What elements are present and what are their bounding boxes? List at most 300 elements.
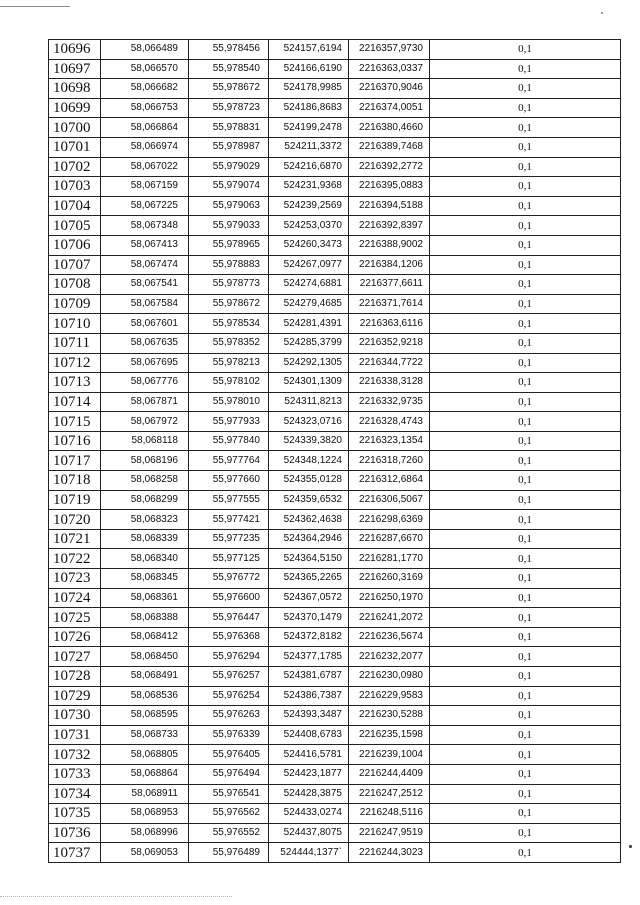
x-coordinate-cell: 524428,3875 [269,784,349,804]
table-row [49,98,621,118]
latitude-cell: 58,068388 [101,608,189,628]
x-coordinate-cell: 524166,6190 [269,59,349,79]
x-coordinate-cell: 524364,5150 [269,549,349,569]
latitude-cell: 58,068299 [101,490,189,510]
longitude-cell: 55,978723 [189,98,269,118]
point-number-cell: 10721 [49,529,101,549]
point-number-cell: 10707 [49,255,101,275]
value-cell: 0,1 [430,764,621,784]
point-number-cell: 10711 [49,333,101,353]
longitude-cell: 55,976294 [189,647,269,667]
value-cell: 0,1 [430,627,621,647]
y-coordinate-cell: 2216235,1598 [349,725,430,745]
longitude-cell: 55,976541 [189,784,269,804]
y-coordinate-cell: 2216298,6369 [349,510,430,530]
x-coordinate-cell: 524239,2569 [269,196,349,216]
latitude-cell: 58,069053 [101,843,189,863]
x-coordinate-cell: 524281,4391 [269,314,349,334]
x-coordinate-cell: 524274,6881 [269,275,349,295]
latitude-cell: 58,067972 [101,412,189,432]
y-coordinate-cell: 2216248,5116 [349,804,430,824]
latitude-cell: 58,067159 [101,177,189,197]
y-coordinate-cell: 2216247,2512 [349,784,430,804]
y-coordinate-cell: 2216236,5674 [349,627,430,647]
latitude-cell: 58,067474 [101,255,189,275]
latitude-cell: 58,067584 [101,294,189,314]
longitude-cell: 55,976339 [189,725,269,745]
coordinates-table [48,39,621,863]
table-row [49,137,621,157]
scan-speck [601,12,603,14]
y-coordinate-cell: 2216371,7614 [349,294,430,314]
table-row [49,627,621,647]
latitude-cell: 58,066570 [101,59,189,79]
x-coordinate-cell: 524157,6194 [269,40,349,60]
coordinates-table-body [49,40,621,863]
table-row [49,471,621,491]
value-cell: 0,1 [430,177,621,197]
table-row [49,255,621,275]
value-cell: 0,1 [430,118,621,138]
y-coordinate-cell: 2216388,9002 [349,235,430,255]
point-number-cell: 10701 [49,137,101,157]
longitude-cell: 55,977421 [189,510,269,530]
table-row [49,275,621,295]
latitude-cell: 58,067776 [101,373,189,393]
table-row [49,451,621,471]
y-coordinate-cell: 2216230,5288 [349,706,430,726]
value-cell: 0,1 [430,549,621,569]
x-coordinate-cell: 524323,0716 [269,412,349,432]
x-coordinate-cell: 524231,9368 [269,177,349,197]
table-row [49,549,621,569]
longitude-cell: 55,976368 [189,627,269,647]
table-row [49,216,621,236]
x-coordinate-cell: 524365,2265 [269,569,349,589]
point-number-cell: 10728 [49,667,101,687]
x-coordinate-cell: 524267,0977 [269,255,349,275]
point-number-cell: 10700 [49,118,101,138]
value-cell: 0,1 [430,804,621,824]
point-number-cell: 10712 [49,353,101,373]
table-row [49,294,621,314]
value-cell: 0,1 [430,588,621,608]
latitude-cell: 58,066864 [101,118,189,138]
point-number-cell: 10717 [49,451,101,471]
point-number-cell: 10703 [49,177,101,197]
x-coordinate-cell: 524199,2478 [269,118,349,138]
longitude-cell: 55,978883 [189,255,269,275]
header-rule [0,6,70,7]
latitude-cell: 58,067635 [101,333,189,353]
x-coordinate-cell: 524359,6532 [269,490,349,510]
latitude-cell: 58,067348 [101,216,189,236]
point-number-cell: 10715 [49,412,101,432]
table-row [49,177,621,197]
latitude-cell: 58,066489 [101,40,189,60]
point-number-cell: 10714 [49,392,101,412]
value-cell: 0,1 [430,216,621,236]
table-row [49,843,621,863]
point-number-cell: 10697 [49,59,101,79]
longitude-cell: 55,976600 [189,588,269,608]
value-cell: 0,1 [430,40,621,60]
x-coordinate-cell: 524178,9985 [269,79,349,99]
latitude-cell: 58,068733 [101,725,189,745]
point-number-cell: 10708 [49,275,101,295]
table-row [49,588,621,608]
table-row [49,118,621,138]
value-cell: 0,1 [430,529,621,549]
latitude-cell: 58,068450 [101,647,189,667]
table-row [49,725,621,745]
y-coordinate-cell: 2216312,6864 [349,471,430,491]
y-coordinate-cell: 2216260,3169 [349,569,430,589]
y-coordinate-cell: 2216392,8397 [349,216,430,236]
value-cell: 0,1 [430,471,621,491]
longitude-cell: 55,977660 [189,471,269,491]
table-row [49,353,621,373]
latitude-cell: 58,068536 [101,686,189,706]
y-coordinate-cell: 2216384,1206 [349,255,430,275]
x-coordinate-cell: 524433,0274 [269,804,349,824]
x-coordinate-cell: 524437,8075 [269,823,349,843]
value-cell: 0,1 [430,569,621,589]
longitude-cell: 55,978965 [189,235,269,255]
y-coordinate-cell: 2216306,5067 [349,490,430,510]
y-coordinate-cell: 2216370,9046 [349,79,430,99]
value-cell: 0,1 [430,784,621,804]
y-coordinate-cell: 2216338,3128 [349,373,430,393]
point-number-cell: 10736 [49,823,101,843]
x-coordinate-cell: 524279,4685 [269,294,349,314]
value-cell: 0,1 [430,412,621,432]
table-row [49,764,621,784]
value-cell: 0,1 [430,725,621,745]
longitude-cell: 55,976405 [189,745,269,765]
longitude-cell: 55,978352 [189,333,269,353]
point-number-cell: 10726 [49,627,101,647]
longitude-cell: 55,976254 [189,686,269,706]
longitude-cell: 55,976263 [189,706,269,726]
table-row [49,373,621,393]
table-row [49,686,621,706]
y-coordinate-cell: 2216328,4743 [349,412,430,432]
longitude-cell: 55,979074 [189,177,269,197]
longitude-cell: 55,979033 [189,216,269,236]
latitude-cell: 58,068805 [101,745,189,765]
y-coordinate-cell: 2216323,1354 [349,431,430,451]
y-coordinate-cell: 2216344,7722 [349,353,430,373]
table-row [49,529,621,549]
point-number-cell: 10705 [49,216,101,236]
latitude-cell: 58,067871 [101,392,189,412]
x-coordinate-cell: 524377,1785 [269,647,349,667]
longitude-cell: 55,978987 [189,137,269,157]
table-row [49,823,621,843]
table-row [49,40,621,60]
point-number-cell: 10725 [49,608,101,628]
point-number-cell: 10731 [49,725,101,745]
value-cell: 0,1 [430,608,621,628]
table-row [49,784,621,804]
x-coordinate-cell: 524253,0370 [269,216,349,236]
longitude-cell: 55,977933 [189,412,269,432]
value-cell: 0,1 [430,353,621,373]
y-coordinate-cell: 2216244,3023 [349,843,430,863]
longitude-cell: 55,976489 [189,843,269,863]
longitude-cell: 55,976562 [189,804,269,824]
y-coordinate-cell: 2216392,2772 [349,157,430,177]
latitude-cell: 58,067413 [101,235,189,255]
x-coordinate-cell: 524372,8182 [269,627,349,647]
y-coordinate-cell: 2216377,6611 [349,275,430,295]
longitude-cell: 55,976552 [189,823,269,843]
latitude-cell: 58,068911 [101,784,189,804]
table-row [49,157,621,177]
latitude-cell: 58,066753 [101,98,189,118]
y-coordinate-cell: 2216395,0883 [349,177,430,197]
longitude-cell: 55,978534 [189,314,269,334]
latitude-cell: 58,067022 [101,157,189,177]
point-number-cell: 10702 [49,157,101,177]
latitude-cell: 58,067601 [101,314,189,334]
latitude-cell: 58,067225 [101,196,189,216]
table-row [49,490,621,510]
longitude-cell: 55,977764 [189,451,269,471]
point-number-cell: 10713 [49,373,101,393]
point-number-cell: 10709 [49,294,101,314]
table-row [49,431,621,451]
latitude-cell: 58,068345 [101,569,189,589]
point-number-cell: 10716 [49,431,101,451]
table-row [49,333,621,353]
latitude-cell: 58,066974 [101,137,189,157]
value-cell: 0,1 [430,275,621,295]
table-row [49,667,621,687]
point-number-cell: 10722 [49,549,101,569]
longitude-cell: 55,978773 [189,275,269,295]
table-row [49,196,621,216]
x-coordinate-cell: 524444,1377` [269,843,349,863]
longitude-cell: 55,978213 [189,353,269,373]
x-coordinate-cell: 524311,8213 [269,392,349,412]
latitude-cell: 58,067541 [101,275,189,295]
point-number-cell: 10720 [49,510,101,530]
x-coordinate-cell: 524216,6870 [269,157,349,177]
x-coordinate-cell: 524211,3372 [269,137,349,157]
value-cell: 0,1 [430,667,621,687]
value-cell: 0,1 [430,235,621,255]
x-coordinate-cell: 524386,7387 [269,686,349,706]
y-coordinate-cell: 2216332,9735 [349,392,430,412]
point-number-cell: 10719 [49,490,101,510]
point-number-cell: 10704 [49,196,101,216]
latitude-cell: 58,068118 [101,431,189,451]
point-number-cell: 10733 [49,764,101,784]
point-number-cell: 10710 [49,314,101,334]
x-coordinate-cell: 524285,3799 [269,333,349,353]
table-row [49,745,621,765]
y-coordinate-cell: 2216287,6670 [349,529,430,549]
point-number-cell: 10706 [49,235,101,255]
x-coordinate-cell: 524301,1309 [269,373,349,393]
y-coordinate-cell: 2216230,0980 [349,667,430,687]
x-coordinate-cell: 524416,5781 [269,745,349,765]
latitude-cell: 58,068196 [101,451,189,471]
value-cell: 0,1 [430,373,621,393]
table-row [49,392,621,412]
y-coordinate-cell: 2216374,0051 [349,98,430,118]
y-coordinate-cell: 2216250,1970 [349,588,430,608]
value-cell: 0,1 [430,431,621,451]
value-cell: 0,1 [430,314,621,334]
x-coordinate-cell: 524186,8683 [269,98,349,118]
value-cell: 0,1 [430,59,621,79]
value-cell: 0,1 [430,137,621,157]
table-row [49,412,621,432]
footer-rule [0,896,232,897]
latitude-cell: 58,068323 [101,510,189,530]
point-number-cell: 10724 [49,588,101,608]
value-cell: 0,1 [430,823,621,843]
point-number-cell: 10699 [49,98,101,118]
point-number-cell: 10723 [49,569,101,589]
longitude-cell: 55,977840 [189,431,269,451]
latitude-cell: 58,068953 [101,804,189,824]
y-coordinate-cell: 2216318,7260 [349,451,430,471]
point-number-cell: 10696 [49,40,101,60]
table-row [49,706,621,726]
value-cell: 0,1 [430,706,621,726]
longitude-cell: 55,978672 [189,294,269,314]
x-coordinate-cell: 524339,3820 [269,431,349,451]
y-coordinate-cell: 2216241,2072 [349,608,430,628]
x-coordinate-cell: 524348,1224 [269,451,349,471]
longitude-cell: 55,976257 [189,667,269,687]
point-number-cell: 10727 [49,647,101,667]
y-coordinate-cell: 2216232,2077 [349,647,430,667]
table-row [49,804,621,824]
x-coordinate-cell: 524292,1305 [269,353,349,373]
y-coordinate-cell: 2216244,4409 [349,764,430,784]
table-row [49,59,621,79]
table-row [49,569,621,589]
value-cell: 0,1 [430,333,621,353]
latitude-cell: 58,068339 [101,529,189,549]
x-coordinate-cell: 524408,6783 [269,725,349,745]
table-row [49,235,621,255]
y-coordinate-cell: 2216357,9730 [349,40,430,60]
latitude-cell: 58,067695 [101,353,189,373]
x-coordinate-cell: 524364,2946 [269,529,349,549]
table-row [49,79,621,99]
longitude-cell: 55,977555 [189,490,269,510]
value-cell: 0,1 [430,294,621,314]
value-cell: 0,1 [430,510,621,530]
point-number-cell: 10698 [49,79,101,99]
table-row [49,608,621,628]
point-number-cell: 10718 [49,471,101,491]
x-coordinate-cell: 524381,6787 [269,667,349,687]
x-coordinate-cell: 524367,0572 [269,588,349,608]
longitude-cell: 55,978102 [189,373,269,393]
point-number-cell: 10730 [49,706,101,726]
y-coordinate-cell: 2216389,7468 [349,137,430,157]
value-cell: 0,1 [430,490,621,510]
longitude-cell: 55,977235 [189,529,269,549]
point-number-cell: 10729 [49,686,101,706]
latitude-cell: 58,068412 [101,627,189,647]
value-cell: 0,1 [430,745,621,765]
y-coordinate-cell: 2216352,9218 [349,333,430,353]
longitude-cell: 55,978831 [189,118,269,138]
longitude-cell: 55,979063 [189,196,269,216]
y-coordinate-cell: 2216394,5188 [349,196,430,216]
y-coordinate-cell: 2216281,1770 [349,549,430,569]
x-coordinate-cell: 524260,3473 [269,235,349,255]
longitude-cell: 55,978672 [189,79,269,99]
point-number-cell: 10735 [49,804,101,824]
y-coordinate-cell: 2216380,4660 [349,118,430,138]
longitude-cell: 55,977125 [189,549,269,569]
latitude-cell: 58,068491 [101,667,189,687]
y-coordinate-cell: 2216239,1004 [349,745,430,765]
table-row [49,314,621,334]
point-number-cell: 10732 [49,745,101,765]
latitude-cell: 58,068864 [101,764,189,784]
value-cell: 0,1 [430,686,621,706]
value-cell: 0,1 [430,79,621,99]
longitude-cell: 55,979029 [189,157,269,177]
latitude-cell: 58,068595 [101,706,189,726]
value-cell: 0,1 [430,647,621,667]
longitude-cell: 55,978456 [189,40,269,60]
x-coordinate-cell: 524393,3487 [269,706,349,726]
x-coordinate-cell: 524355,0128 [269,471,349,491]
longitude-cell: 55,978010 [189,392,269,412]
latitude-cell: 58,068258 [101,471,189,491]
y-coordinate-cell: 2216363,6116 [349,314,430,334]
x-coordinate-cell: 524362,4638 [269,510,349,530]
value-cell: 0,1 [430,451,621,471]
latitude-cell: 58,066682 [101,79,189,99]
x-coordinate-cell: 524423,1877 [269,764,349,784]
point-number-cell: 10734 [49,784,101,804]
value-cell: 0,1 [430,98,621,118]
value-cell: 0,1 [430,843,621,863]
value-cell: 0,1 [430,157,621,177]
margin-mark [629,845,632,848]
y-coordinate-cell: 2216247,9519 [349,823,430,843]
point-number-cell: 10737 [49,843,101,863]
latitude-cell: 58,068996 [101,823,189,843]
table-row [49,510,621,530]
value-cell: 0,1 [430,196,621,216]
longitude-cell: 55,976772 [189,569,269,589]
y-coordinate-cell: 2216363,0337 [349,59,430,79]
longitude-cell: 55,978540 [189,59,269,79]
latitude-cell: 58,068361 [101,588,189,608]
longitude-cell: 55,976494 [189,764,269,784]
value-cell: 0,1 [430,392,621,412]
table-row [49,647,621,667]
value-cell: 0,1 [430,255,621,275]
longitude-cell: 55,976447 [189,608,269,628]
x-coordinate-cell: 524370,1479 [269,608,349,628]
y-coordinate-cell: 2216229,9583 [349,686,430,706]
latitude-cell: 58,068340 [101,549,189,569]
